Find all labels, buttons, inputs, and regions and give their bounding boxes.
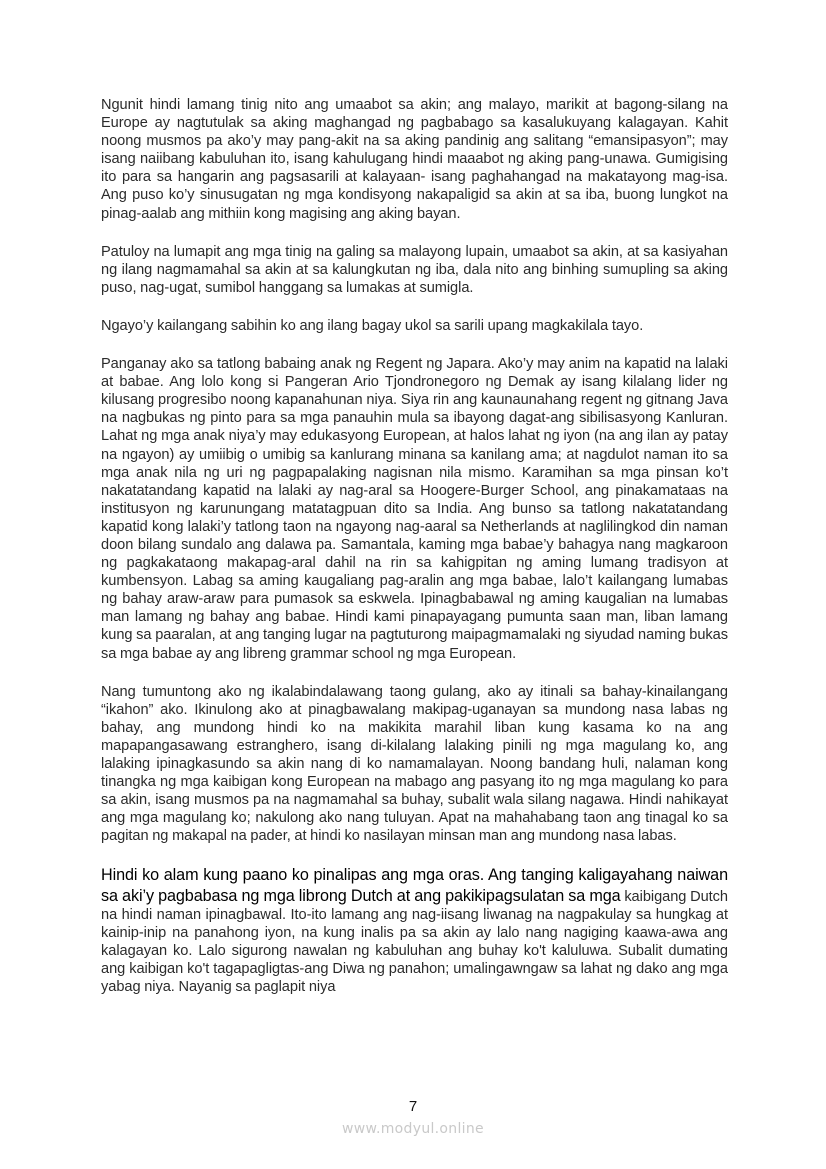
paragraph-introduction: Ngayo’y kailangang sabihin ko ang ilang bagay ukol sa sarili upang magkakilala tayo. — [101, 317, 644, 334]
paragraph-rest-text: kaibigang Dutch na hindi naman ipinagbawal. Ito-ito lamang ang nag-iisang liwanag na nagpakulay sa hungkag at kainip-inip na panahong iyon, na kung inalis pa sa akin ay lalo nang nagiging kaawa-awa ang kalagayan ko. Lalo sigurong nawalan ng kabuluhan ang buhay ko't kaluluwa. Subalit dumating ang kaibigan ko't tagapagligtas-ang Diwa ng panahon; umalingawngaw sa lahat ng dako ang mga yabag niya. Nayanig sa paglapit niya — [101, 888, 728, 996]
paragraph-emancipation: Ngunit hindi lamang tinig nito ang umaabot sa akin; ang malayo, marikit at bagong-silang na Europe ay nagtutulak sa aking maghangad ng pagbabago sa kasalukuyang kalagayan. Kahit noong musmos pa ako’y may pang-akit na sa aking pandinig ang salitang “emansipasyon”; may isang naiibang kabuluhan ito, isang kahulugang hindi maaabot ng aking pang-unawa. Gumigising ito para sa hangarin ang pagsasarili at kalayaan- isang paghahangad na makatayong mag-isa. Ang puso ko’y sinusugatan ng mga kondisyong nakapaligid sa akin at sa iba, buong lungkot na pinag-aalab ang mithiin kong magising ang aking bayan. — [101, 97, 728, 222]
paragraph-distant-voices: Patuloy na lumapit ang mga tinig na galing sa malayong lupain, umaabot sa akin, at sa kasiyahan ng ilang nagmamahal sa akin at sa kalungkutan ng iba, dala nito ang binhing sumupling sa aking puso, nag-ugat, sumibol hanggang sa lumakas at sumigla. — [101, 243, 728, 296]
paragraph-dutch-books — [101, 865, 728, 996]
paragraph-lead-text: Hindi ko alam kung paano ko pinalipas ang mga oras. Ang tanging kaligayahang naiwan sa aki’y pagbabasa ng mga librong Dutch at ang pakikipagsulatan sa mga — [101, 866, 728, 905]
watermark: www.modyul.online — [342, 1121, 484, 1137]
document-body — [101, 96, 728, 996]
page-footer — [0, 1098, 826, 1137]
paragraph-seclusion: Nang tumuntong ako ng ikalabindalawang taong gulang, ako ay itinali sa bahay-kinailangang “ikahon” ako. Ikinulong ako at pinagbawalang makipag-uganayan sa mundong nasa labas ng bahay, ang mundong hindi ko na makikita marahil liban kung kasama ko na ang mapapangasawang estranghero, isang di-kilalang lalaking pinili ng mga magulang ko, ang lalaking ipinagkasundo sa akin nang di ko namamalayan. Noong bandang huli, nalaman kong tinangka ng mga kaibigan kong European na mabago ang pasyang ito ng mga magulang ko para sa akin, isang musmos pa na nagmamahal sa buhay, subalit wala silang nagawa. Hindi nahikayat ang mga magulang ko; nakulong ako nang tuluyan. Apat na mahahabang taon ang tinagal ko sa pagitan ng makapal na pader, at hindi ko nasilayan minsan man ang mundong nasa labas. — [101, 683, 728, 845]
page-number: 7 — [408, 1098, 418, 1115]
paragraph-family-background: Panganay ako sa tatlong babaing anak ng Regent ng Japara. Ako’y may anim na kapatid na lalaki at babae. Ang lolo kong si Pangeran Ario Tjondronegoro ng Demak ay isang kilalang lider ng kilusang progresibo noong kapanahunan niya. Siya rin ang kaunaunahang regent ng gitnang Java na nagbukas ng pinto para sa mga panauhin mula sa ibayong dagat-ang sibilisasyong Kanluran. Lahat ng mga anak niya’y may edukasyong European, at halos lahat ng iyon (na ang ilan ay patay na ngayon) ay umiibig o umibig sa kanlurang minana sa kanilang ama; at nagdulot naman ito sa mga anak nila ng uri ng pagpapalaking nagisnan nila mismo. Karamihan sa mga pinsan ko’t nakatatandang kapatid na lalaki ay nag-aral sa Hoogere-Burger School, ang pinakamataas na institusyon ng karunungang matatagpuan dito sa India. Ang bunso sa tatlong nakatatandang kapatid kong lalaki’y tatlong taon na ngayong nag-aaral sa Netherlands at naglilingkod din naman doon bilang sundalo ang dalawa pa. Samantala, kaming mga babae’y bahagya nang magkaroon ng pagkakataong makapag-aral dahil na rin sa kahigpitan ng aming lumang tradisyon at kumbensyon. Labag sa aming kaugaliang pag-aralin ang mga babae, lalo’t kailangang lumabas ng bahay araw-araw para pumasok sa eskwela. Ipinagbabawal ng aming kaugalian na lumabas man lamang ng bahay ang babae. Hindi kami pinapayagang pumunta saan man, liban lamang kung sa paaralan, at ang tanging lugar na pagtuturong maipagmamalaki ng siyudad naming bukas sa mga babae ay ang libreng grammar school ng mga European. — [101, 356, 728, 662]
